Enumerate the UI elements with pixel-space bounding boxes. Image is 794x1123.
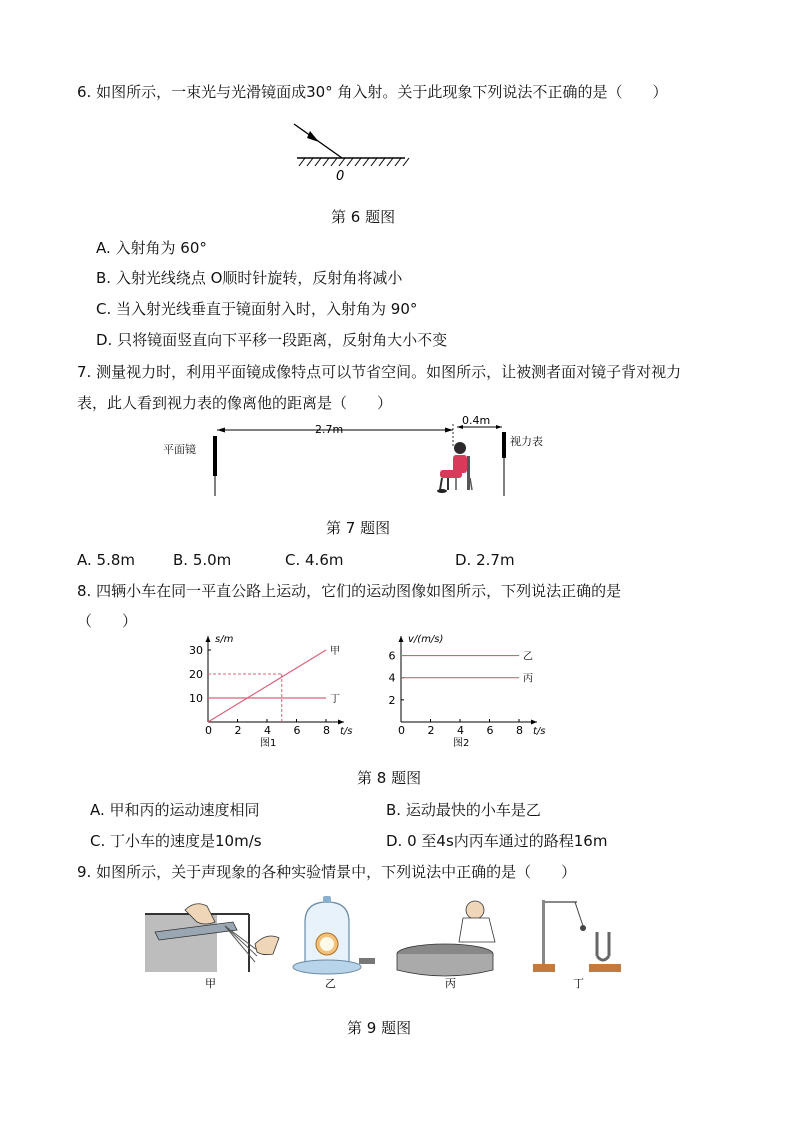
chart1-x-tick-label: 0 (205, 724, 212, 737)
q7-option-c: C. 4.6m (285, 551, 344, 569)
q6-option-b: B. 入射光线绕点 O顺时针旋转，反射角将减小 (96, 269, 403, 287)
q7-option-b: B. 5.0m (173, 551, 232, 569)
chart2-x-tick-label: 6 (486, 724, 494, 737)
q8-option-a: A. 甲和丙的运动速度相同 (90, 801, 260, 819)
q8-stem-line2: （ ） (77, 612, 138, 630)
ruler-on-table-icon (145, 904, 279, 972)
chart1-series-label-1: 甲 (330, 646, 340, 657)
q7-mirror-label: 平面镜 (163, 443, 196, 456)
q7-eye-test-diagram (160, 414, 580, 498)
chart2-x-tick-label: 4 (457, 724, 464, 737)
q6-point-label: 0 (336, 169, 345, 184)
chart1-series-label-2: 丁 (330, 694, 340, 705)
chart2-x-tick-label: 2 (427, 724, 435, 737)
q7-option-a: A. 5.8m (77, 551, 136, 569)
chart1-y-tick-label: 10 (189, 692, 203, 705)
q8-caption: 第 8 题图 (357, 769, 422, 787)
drum-person-icon (397, 901, 495, 976)
q6-stem: 6. 如图所示，一束光与光滑镜面成30° 角入射。关于此现象下列说法不正确的是（ ） (77, 83, 668, 101)
chart2-series-label-1: 乙 (523, 651, 533, 663)
chart1-x-arrow (338, 720, 344, 725)
q7-distance-2-7: 2.7m (315, 423, 344, 436)
q9-label-jia: 甲 (205, 977, 216, 990)
bell-jar-clock-icon (293, 896, 375, 974)
q6-option-d: D. 只将镜面竖直向下平移一段距离，反射角大小不变 (96, 331, 448, 349)
q7-stem-line2: 表，此人看到视力表的像离他的距离是（ ） (77, 394, 393, 412)
chart2-y-tick-label: 6 (388, 649, 396, 663)
q6-option-a: A. 入射角为 60° (96, 239, 207, 257)
chart1-title: 图1 (260, 738, 277, 749)
chart2-x-tick-label: 8 (516, 724, 523, 737)
chart2-series-label-2: 丙 (523, 673, 533, 685)
q6-mirror-diagram (285, 118, 425, 188)
q9-label-ding: 丁 (573, 977, 584, 990)
q7-option-d: D. 2.7m (455, 551, 515, 569)
chart2-x-tick-label: 0 (398, 724, 405, 737)
q7-chart-label: 视力表 (510, 435, 543, 448)
q8-stem-line1: 8. 四辆小车在同一平直公路上运动，它们的运动图像如图所示，下列说法正确的是 (77, 582, 622, 600)
chart1-x-tick-label: 2 (234, 724, 242, 737)
chart1-y-arrow (206, 636, 211, 642)
chart1-x-tick-label: 8 (323, 724, 330, 737)
chart-s-t (180, 635, 370, 750)
chart2-x-arrow (531, 720, 537, 725)
chart1-y-tick-label: 30 (189, 644, 203, 657)
chart1-x-tick-label: 4 (264, 724, 271, 737)
chart2-y-tick-label: 4 (388, 671, 396, 685)
q7-stem-line1: 7. 测量视力时，利用平面镜成像特点可以节省空间。如图所示，让被测者面对镜子背对视力 (77, 363, 682, 381)
chart2-x-axis-label: t/s (533, 726, 546, 737)
q8-option-d: D. 0 至4s内丙车通过的路程16m (386, 832, 608, 850)
chart1-y-axis-label: s/m (215, 634, 234, 645)
q9-label-bing: 丙 (445, 977, 456, 990)
q9-label-yi: 乙 (325, 977, 336, 990)
q9-caption: 第 9 题图 (347, 1019, 412, 1037)
q7-distance-0-4: 0.4m (462, 414, 491, 427)
chart2-y-axis-label: v/(m/s) (408, 634, 444, 645)
chart2-y-arrow (399, 636, 404, 642)
q9-experiments-figure (145, 892, 645, 992)
q7-caption: 第 7 题图 (326, 519, 391, 537)
chart2-title: 图2 (453, 738, 470, 749)
chart-v-t (373, 635, 563, 750)
chart1-series-line-1 (208, 650, 326, 722)
q8-option-c: C. 丁小车的速度是10m/s (90, 832, 262, 850)
q6-caption: 第 6 题图 (331, 208, 396, 226)
seated-person-icon (437, 442, 472, 493)
chart2-y-tick-label: 2 (388, 693, 396, 707)
chart1-x-tick-label: 6 (293, 724, 301, 737)
chart1-y-tick-label: 20 (189, 668, 203, 681)
tuning-fork-pendulum-icon (533, 900, 621, 972)
q6-option-c: C. 当入射光线垂直于镜面射入时，入射角为 90° (96, 300, 418, 318)
q9-stem: 9. 如图所示，关于声现象的各种实验情景中，下列说法中正确的是（ ） (77, 863, 577, 881)
chart1-x-axis-label: t/s (340, 726, 353, 737)
q8-option-b: B. 运动最快的小车是乙 (386, 801, 541, 819)
